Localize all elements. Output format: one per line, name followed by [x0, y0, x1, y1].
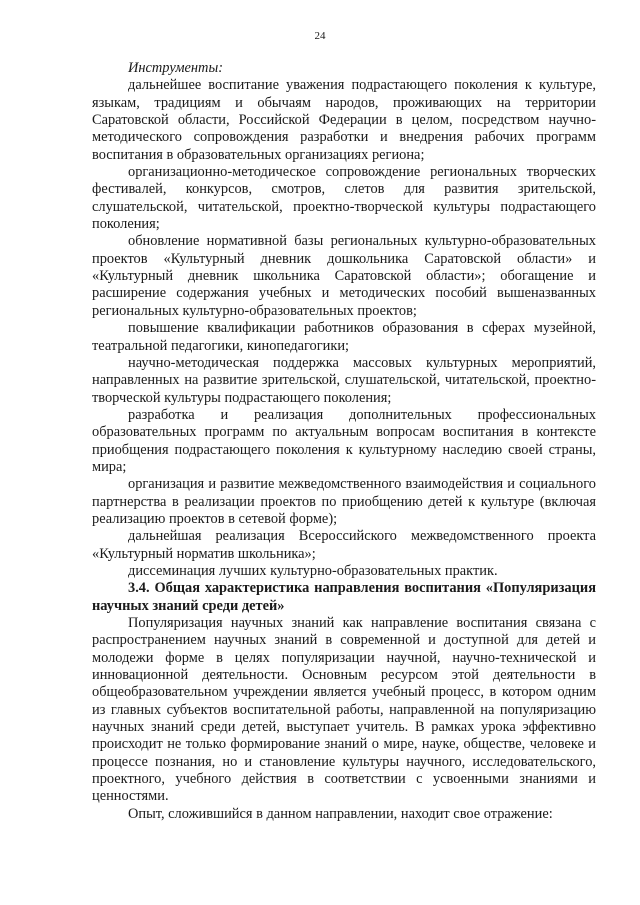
section-heading: 3.4. Общая характеристика направления воспитания «Популяризация научных знаний среди детей»: [92, 580, 596, 614]
instrument-item: диссеминация лучших культурно-образовательных практик.: [128, 562, 498, 579]
instrument-item: организация и развитие межведомственного взаимодействия и социального партнерства в реализации проектов по приобщению детей к культуре (включая реализацию проектов в сетевой форме);: [92, 476, 596, 527]
page-number: 24: [314, 30, 326, 42]
instrument-item: повышение квалификации работников образования в сферах музейной, театральной педагогики, кинопедагогики;: [92, 320, 596, 354]
instrument-item: дальнейшее воспитание уважения подрастающего поколения к культуре, языкам, традициям и обычаям народов, проживающих на территории Саратовской области, Российской Федерации в целом, посредством научно-методического сопровождения разработки и внедрения рабочих программ воспитания в образовательных организациях региона;: [92, 77, 596, 163]
instrument-item: обновление нормативной базы региональных культурно-образовательных проектов «Культурный дневник дошкольника Саратовской области» и «Культурный дневник школьника Саратовской области»; обогащение и расширение содержания учебных и методических пособий вышеназванных региональных культурно-образовательных проектов;: [92, 233, 596, 319]
section-paragraph: Популяризация научных знаний как направление воспитания связана с распространением научных знаний в современной и доступной для детей и молодежи форме в целях популяризации научной, научно-технической и инновационной деятельности. Основным ресурсом этой деятельности в общеобразовательном учреждении является учебный процесс, в котором одним из главных субъектов воспитательной работы, направленной на популяризацию научных знаний среди детей, выступает учитель. В рамках урока эффективно происходит не только формирование знаний о мире, науке, обществе, человеке и процессе познания, но и становление культуры научного, исследовательского, проектного, учебного действия в соответствии с усвоенными знаниями и ценностями.: [92, 615, 596, 805]
instrument-item: разработка и реализация дополнительных профессиональных образовательных программ по актуальным вопросам воспитания в контексте приобщения подрастающего поколения к культурному наследию своей страны, мира;: [92, 406, 596, 475]
instrument-item: организационно-методическое сопровождение региональных творческих фестивалей, конкурсов, смотров, слетов для развития зрительской, слушательской, читательской, проектно-творческой культуры подрастающего поколения;: [92, 164, 596, 233]
page-content: [92, 60, 596, 823]
closing-line: Опыт, сложившийся в данном направлении, находит свое отражение:: [128, 805, 553, 822]
instrument-item: научно-методическая поддержка массовых культурных мероприятий, направленных на развитие зрительской, слушательской, читательской, проектно-творческой культуры подрастающего поколения;: [92, 354, 596, 406]
instruments-label: Инструменты:: [128, 60, 223, 76]
instrument-item: дальнейшая реализация Всероссийского межведомственного проекта «Культурный норматив школьника»;: [92, 528, 596, 562]
